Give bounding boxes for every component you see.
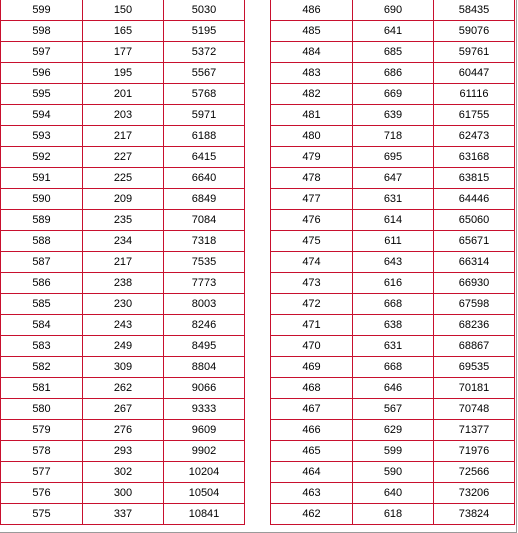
table-row (1, 336, 245, 357)
score-cell: 584 (1, 315, 83, 336)
cumulative-cell: 65060 (434, 210, 515, 231)
cumulative-cell: 9609 (164, 420, 245, 441)
cumulative-cell: 73824 (434, 504, 515, 525)
count-cell: 686 (353, 63, 434, 84)
count-cell: 337 (83, 504, 164, 525)
cumulative-cell: 5195 (164, 21, 245, 42)
cumulative-cell: 70748 (434, 399, 515, 420)
table-row (1, 252, 245, 273)
table-row (1, 357, 245, 378)
count-cell: 238 (83, 273, 164, 294)
count-cell: 225 (83, 168, 164, 189)
cumulative-cell: 6640 (164, 168, 245, 189)
table-row (271, 63, 515, 84)
count-cell: 590 (353, 462, 434, 483)
table-row (1, 21, 245, 42)
count-cell: 300 (83, 483, 164, 504)
score-cell: 597 (1, 42, 83, 63)
score-cell: 579 (1, 420, 83, 441)
cumulative-cell: 65671 (434, 231, 515, 252)
score-cell: 594 (1, 105, 83, 126)
score-cell: 481 (271, 105, 353, 126)
count-cell: 230 (83, 294, 164, 315)
count-cell: 690 (353, 0, 434, 21)
table-row (271, 21, 515, 42)
cumulative-cell: 66314 (434, 252, 515, 273)
count-cell: 685 (353, 42, 434, 63)
score-cell: 590 (1, 189, 83, 210)
count-cell: 276 (83, 420, 164, 441)
score-cell: 589 (1, 210, 83, 231)
score-cell: 463 (271, 483, 353, 504)
table-row (271, 294, 515, 315)
table-row (271, 420, 515, 441)
score-cell: 474 (271, 252, 353, 273)
table-row (1, 126, 245, 147)
cumulative-cell: 59761 (434, 42, 515, 63)
cumulative-cell: 70181 (434, 378, 515, 399)
count-cell: 638 (353, 315, 434, 336)
cumulative-cell: 5567 (164, 63, 245, 84)
count-cell: 195 (83, 63, 164, 84)
count-cell: 209 (83, 189, 164, 210)
score-cell: 575 (1, 504, 83, 525)
cumulative-cell: 73206 (434, 483, 515, 504)
count-cell: 611 (353, 231, 434, 252)
cumulative-cell: 5768 (164, 84, 245, 105)
score-cell: 577 (1, 462, 83, 483)
cumulative-cell: 63815 (434, 168, 515, 189)
table-row (1, 105, 245, 126)
table-row (271, 378, 515, 399)
cumulative-cell: 62473 (434, 126, 515, 147)
count-cell: 567 (353, 399, 434, 420)
count-cell: 234 (83, 231, 164, 252)
cumulative-cell: 6849 (164, 189, 245, 210)
count-cell: 267 (83, 399, 164, 420)
cumulative-cell: 8495 (164, 336, 245, 357)
score-cell: 599 (1, 0, 83, 21)
count-cell: 668 (353, 294, 434, 315)
score-cell: 586 (1, 273, 83, 294)
table-row (271, 336, 515, 357)
table-row (271, 210, 515, 231)
score-cell: 467 (271, 399, 353, 420)
count-cell: 631 (353, 336, 434, 357)
score-table-left (0, 0, 245, 525)
table-row (1, 504, 245, 525)
count-cell: 150 (83, 0, 164, 21)
cumulative-cell: 9066 (164, 378, 245, 399)
score-cell: 591 (1, 168, 83, 189)
cumulative-cell: 69535 (434, 357, 515, 378)
cumulative-cell: 61116 (434, 84, 515, 105)
count-cell: 614 (353, 210, 434, 231)
cumulative-cell: 59076 (434, 21, 515, 42)
count-cell: 647 (353, 168, 434, 189)
count-cell: 639 (353, 105, 434, 126)
score-cell: 598 (1, 21, 83, 42)
table-row (1, 168, 245, 189)
cumulative-cell: 6415 (164, 147, 245, 168)
cumulative-cell: 72566 (434, 462, 515, 483)
cumulative-cell: 8246 (164, 315, 245, 336)
score-cell: 588 (1, 231, 83, 252)
count-cell: 177 (83, 42, 164, 63)
table-row (1, 378, 245, 399)
table-row (1, 147, 245, 168)
score-cell: 482 (271, 84, 353, 105)
cumulative-cell: 6188 (164, 126, 245, 147)
cumulative-cell: 8804 (164, 357, 245, 378)
count-cell: 203 (83, 105, 164, 126)
score-cell: 587 (1, 252, 83, 273)
score-cell: 465 (271, 441, 353, 462)
count-cell: 249 (83, 336, 164, 357)
score-cell: 595 (1, 84, 83, 105)
table-row (271, 399, 515, 420)
table-row (271, 441, 515, 462)
count-cell: 262 (83, 378, 164, 399)
score-cell: 485 (271, 21, 353, 42)
table-row (271, 483, 515, 504)
table-row (1, 315, 245, 336)
cumulative-cell: 5030 (164, 0, 245, 21)
score-cell: 476 (271, 210, 353, 231)
count-cell: 616 (353, 273, 434, 294)
score-cell: 480 (271, 126, 353, 147)
count-cell: 227 (83, 147, 164, 168)
count-cell: 293 (83, 441, 164, 462)
score-cell: 582 (1, 357, 83, 378)
table-row (271, 231, 515, 252)
table-row (1, 462, 245, 483)
cumulative-cell: 63168 (434, 147, 515, 168)
cumulative-cell: 10504 (164, 483, 245, 504)
table-row (271, 0, 515, 21)
table-row (271, 462, 515, 483)
score-cell: 479 (271, 147, 353, 168)
score-cell: 576 (1, 483, 83, 504)
score-cell: 471 (271, 315, 353, 336)
table-row (1, 294, 245, 315)
count-cell: 646 (353, 378, 434, 399)
table-row (271, 189, 515, 210)
score-cell: 468 (271, 378, 353, 399)
count-cell: 243 (83, 315, 164, 336)
table-row (1, 0, 245, 21)
score-cell: 475 (271, 231, 353, 252)
table-row (271, 504, 515, 525)
cumulative-cell: 10204 (164, 462, 245, 483)
count-cell: 640 (353, 483, 434, 504)
count-cell: 669 (353, 84, 434, 105)
score-cell: 477 (271, 189, 353, 210)
cumulative-cell: 61755 (434, 105, 515, 126)
table-row (1, 420, 245, 441)
table-row (1, 441, 245, 462)
count-cell: 641 (353, 21, 434, 42)
score-cell: 583 (1, 336, 83, 357)
count-cell: 302 (83, 462, 164, 483)
table-row (1, 399, 245, 420)
cumulative-cell: 5372 (164, 42, 245, 63)
score-cell: 464 (271, 462, 353, 483)
count-cell: 618 (353, 504, 434, 525)
cumulative-cell: 58435 (434, 0, 515, 21)
table-row (271, 126, 515, 147)
count-cell: 599 (353, 441, 434, 462)
table-row (1, 210, 245, 231)
table-row (271, 84, 515, 105)
cumulative-cell: 68867 (434, 336, 515, 357)
table-row (271, 252, 515, 273)
cumulative-cell: 7773 (164, 273, 245, 294)
table-row (271, 168, 515, 189)
table-row (1, 231, 245, 252)
cumulative-cell: 8003 (164, 294, 245, 315)
score-cell: 585 (1, 294, 83, 315)
cumulative-cell: 64446 (434, 189, 515, 210)
cumulative-cell: 7535 (164, 252, 245, 273)
cumulative-cell: 66930 (434, 273, 515, 294)
table-row (271, 147, 515, 168)
count-cell: 235 (83, 210, 164, 231)
count-cell: 668 (353, 357, 434, 378)
table-row (1, 84, 245, 105)
count-cell: 643 (353, 252, 434, 273)
table-row (1, 63, 245, 84)
score-cell: 466 (271, 420, 353, 441)
cumulative-cell: 5971 (164, 105, 245, 126)
table-row (1, 189, 245, 210)
count-cell: 217 (83, 126, 164, 147)
table-row (271, 357, 515, 378)
cumulative-cell: 9333 (164, 399, 245, 420)
score-cell: 486 (271, 0, 353, 21)
table-row (1, 273, 245, 294)
count-cell: 217 (83, 252, 164, 273)
cumulative-cell: 9902 (164, 441, 245, 462)
score-cell: 593 (1, 126, 83, 147)
score-cell: 596 (1, 63, 83, 84)
score-cell: 478 (271, 168, 353, 189)
cumulative-cell: 60447 (434, 63, 515, 84)
table-row (271, 42, 515, 63)
table-row (271, 315, 515, 336)
score-cell: 470 (271, 336, 353, 357)
cumulative-cell: 7318 (164, 231, 245, 252)
score-cell: 462 (271, 504, 353, 525)
cumulative-cell: 71976 (434, 441, 515, 462)
cumulative-cell: 68236 (434, 315, 515, 336)
score-cell: 483 (271, 63, 353, 84)
count-cell: 629 (353, 420, 434, 441)
score-cell: 472 (271, 294, 353, 315)
cumulative-cell: 71377 (434, 420, 515, 441)
score-cell: 580 (1, 399, 83, 420)
cumulative-cell: 10841 (164, 504, 245, 525)
score-cell: 484 (271, 42, 353, 63)
table-row (1, 42, 245, 63)
count-cell: 309 (83, 357, 164, 378)
count-cell: 201 (83, 84, 164, 105)
score-cell: 469 (271, 357, 353, 378)
score-cell: 581 (1, 378, 83, 399)
table-row (271, 273, 515, 294)
score-table-right (270, 0, 515, 525)
count-cell: 718 (353, 126, 434, 147)
score-cell: 578 (1, 441, 83, 462)
count-cell: 165 (83, 21, 164, 42)
count-cell: 631 (353, 189, 434, 210)
cumulative-cell: 7084 (164, 210, 245, 231)
count-cell: 695 (353, 147, 434, 168)
score-cell: 473 (271, 273, 353, 294)
table-row (1, 483, 245, 504)
score-cell: 592 (1, 147, 83, 168)
cumulative-cell: 67598 (434, 294, 515, 315)
table-row (271, 105, 515, 126)
